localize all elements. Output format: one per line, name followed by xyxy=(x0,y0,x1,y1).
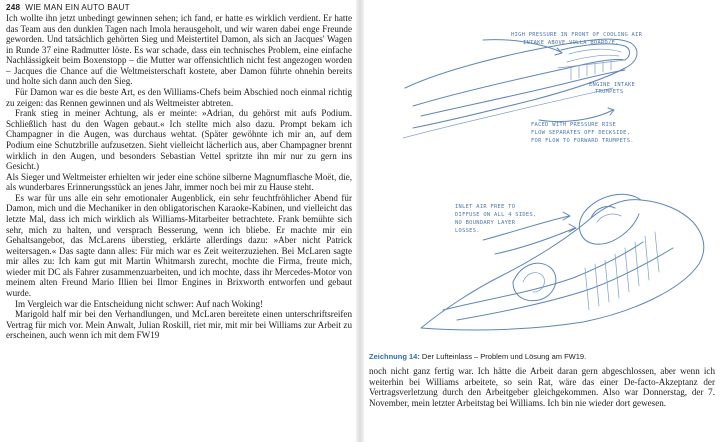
note-diffuse: DIFFUSE ON ALL 4 SIDES, xyxy=(455,212,537,218)
figure-air-intake xyxy=(363,10,720,335)
note-intake-above: INTAKE ABOVE VOLLA BOARD/E. xyxy=(523,40,619,46)
caption-text: Der Lufteinlass – Problem und Lösung am FW19. xyxy=(419,352,587,361)
chapter-title: WIE MAN EIN AUTO BAUT xyxy=(25,3,130,12)
paragraph: Es war für uns alle ein sehr emotionaler Augenblick, ein sehr feuchtfröhlicher Abend für Damon, mich und die Mechaniker in den obligatorischen Karaoke-Kabinen, und vielleicht das letzte Mal, dass ich mich wirklich als Williams-Mitarbeiter betrachtete. Frank bemühte sich sehr, mich zu halten, und versprach Besserung, wenn ich bliebe. Er machte mir ein Gehaltsangebot, das McLarens überstieg, erklärte allerdings dazu: »Aber nicht Patrick weitersagen.« Das sagte dann alles: Für mich war es Zeit weiterzuziehen. Bei McLaren sagte mir alles zu: Ich kam gut mit Martin Whitmarsh zurecht, mochte die Firma, freute mich, wieder mit DC als Fahrer zusammenzuarbeiten, und ich mochte, dass ihr Mercedes-Motor von meinem alten Freund Mario Illien bei Ilmor Engines in Brixworth entworfen und gebaut wurde. xyxy=(6,192,352,299)
sketch-drawing xyxy=(363,10,720,335)
running-head xyxy=(6,3,130,13)
note-engine-intake: ENGINE INTAKE xyxy=(589,82,636,88)
figure-caption xyxy=(369,352,709,361)
left-text-column xyxy=(6,13,352,341)
paragraph: Im Vergleich war die Entscheidung nicht schwer: Auf nach Woking! xyxy=(15,298,264,309)
note-boundary-layer: NO BOUNDARY LAYER xyxy=(455,220,516,226)
paragraph: Für Damon war es die beste Art, es den Williams-Chefs beim Abschied noch einmal richtig zu zeigen: das Rennen gewinnen und als Weltmeister abtreten. xyxy=(6,87,352,108)
paragraph: Als Sieger und Weltmeister erhielten wir jeder eine schöne silberne Magnumflasche Moët, die, als wunderbares Erinnerungsstück an jenes Jahr, immer noch bei mir zu Hause steht. xyxy=(6,171,352,193)
right-text-column xyxy=(369,366,715,408)
note-high-pressure: HIGH PRESSURE IN FRONT OF COOLING AIR xyxy=(511,32,643,38)
note-pressure-rise: FACED WITH PRESSURE RISE xyxy=(531,122,617,128)
right-page xyxy=(363,0,720,442)
paragraph: Ich wollte ihn jetzt unbedingt gewinnen sehen; ich fand, er hatte es wirklich verdient. Er hatte das Team aus den dunklen Tagen nach Imola herausgeholt, und wir waren dabei enge Freunde geworden. Und tatsächlich gehörten Sieg und Meistertitel Damon, als sich an Jacques' Wagen in Runde 37 eine Radmutter löste. Es war schade, dass ein technisches Problem, eine einfache Nachlässigkeit beim Boxenstopp – die Mutter war offensichtlich nicht fest angezogen worden – Jacques die Chance auf die Weltmeisterschaft kostete, aber Damon führte ohnehin bereits und holte sich dann auch den Sieg. xyxy=(6,13,352,87)
caption-label: Zeichnung 14: xyxy=(369,352,420,361)
note-trumpets: TRUMPETS xyxy=(595,89,624,95)
note-forward-trumpets: FOR FLOW TO FORWARD TRUMPETS. xyxy=(531,138,634,144)
note-inlet-air: INLET AIR FREE TO xyxy=(455,204,516,210)
note-flow-separates: FLOW SEPARATES OFF DECKSIDE, xyxy=(531,130,631,136)
paragraph: Frank stieg in meiner Achtung, als er meinte: »Adrian, du gehörst mit aufs Podium. Schließlich hast du den Wagen gebaut.« Ich stellte mich also dazu. Prompt bekam ich Champagner in die Augen, was durchaus wehtat. (Später gewöhnte ich mir an, auf dem Podium eine Schutzbrille aufzusetzen. Sieht vielleicht lächerlich aus, aber Champagner brennt wirklich in den Augen, und besonders Sebastian Vettel spritzte ihn mir nur zu gern ins Gesicht.) xyxy=(6,108,352,172)
left-page xyxy=(0,0,357,442)
note-losses: LOSSES. xyxy=(455,228,480,234)
page-number: 248 xyxy=(6,3,21,12)
paragraph: Marigold half mir bei den Verhandlungen, und McLaren bereitete einen unterschriftsreifen Vertrag für mich vor. Mein Anwalt, Julian Roskill, riet mir, mit mir bei Williams zur Arbeit zu erscheinen, auch wenn ich mit dem FW19 xyxy=(6,309,352,341)
top-sketch xyxy=(403,32,643,144)
paragraph: noch nicht ganz fertig war. Ich hätte die Arbeit daran gern abgeschlossen, aber wenn ich weiterhin bei Williams arbeitete, so sein Rat, wäre das einer De-facto-Akzeptanz der Vertragsverletzung durch den Arbeitgeber gleichgekommen. Also war Donnerstag, der 7. November, mein letzter Arbeitstag bei Williams. Ich bin nie wieder dort gewesen. xyxy=(369,366,715,408)
bottom-sketch xyxy=(421,194,704,330)
